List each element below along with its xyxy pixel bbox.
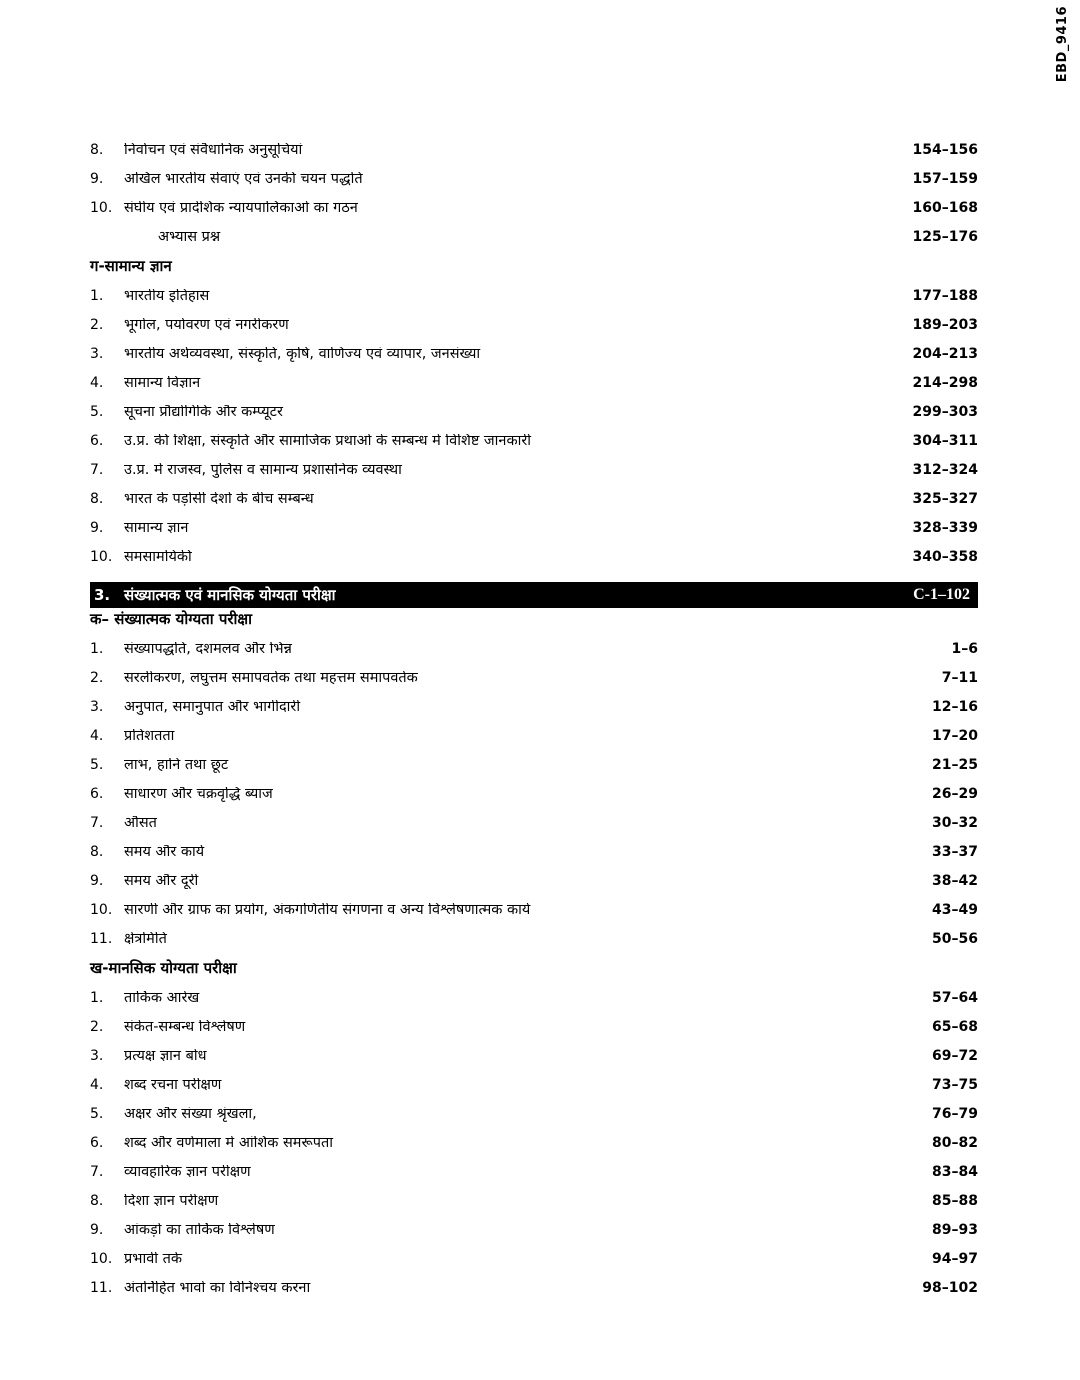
toc-entry-title: अखिल भारतीय सेवाएं एवं उनकी चयन पद्धति bbox=[124, 172, 363, 187]
toc-entry-title: लाभ, हानि तथा छूट bbox=[124, 758, 229, 773]
toc-entry-title: साधारण और चक्रवृद्धि ब्याज bbox=[124, 787, 273, 802]
toc-entry-pages: 33–37 bbox=[932, 844, 978, 860]
toc-entry-number: 10. bbox=[90, 1251, 113, 1267]
toc-entry-pages: 50–56 bbox=[932, 931, 978, 947]
toc-entry-title: उ.प्र. में राजस्व, पुलिस व सामान्य प्रशासनिक व्यवस्था bbox=[124, 463, 402, 478]
toc-entry-title: दिशा ज्ञान परीक्षण bbox=[124, 1194, 219, 1209]
toc-entry-pages: 57–64 bbox=[932, 990, 978, 1006]
toc-entry-row[interactable] bbox=[90, 1078, 978, 1107]
toc-entry-row[interactable] bbox=[90, 758, 978, 787]
toc-entry-row[interactable] bbox=[90, 492, 978, 521]
toc-entry-row[interactable] bbox=[90, 991, 978, 1020]
toc-chapter-bar[interactable] bbox=[90, 582, 978, 608]
toc-entry-row[interactable] bbox=[90, 1165, 978, 1194]
toc-entry-pages: 304–311 bbox=[912, 433, 978, 449]
toc-entry-pages: 21–25 bbox=[932, 757, 978, 773]
toc-entry-row[interactable] bbox=[90, 787, 978, 816]
toc-entry-pages: 340–358 bbox=[912, 549, 978, 565]
toc-entry-row[interactable] bbox=[90, 434, 978, 463]
toc-entry-number: 8. bbox=[90, 142, 104, 158]
toc-entry-pages: 177–188 bbox=[912, 288, 978, 304]
toc-entry-row[interactable] bbox=[90, 1136, 978, 1165]
toc-entry-title: समसामयिकी bbox=[124, 550, 192, 565]
toc-entry-number: 7. bbox=[90, 462, 104, 478]
toc-entry-number: 6. bbox=[90, 1135, 104, 1151]
toc-entry-number: 4. bbox=[90, 728, 104, 744]
toc-entry-number: 10. bbox=[90, 902, 113, 918]
toc-entry-number: 9. bbox=[90, 171, 104, 187]
toc-entry-number: 7. bbox=[90, 1164, 104, 1180]
toc-entry-row[interactable] bbox=[90, 729, 978, 758]
toc-entry-number: 9. bbox=[90, 1222, 104, 1238]
toc-entry-title: भारतीय अर्थव्यवस्था, संस्कृति, कृषि, वाणिज्य एवं व्यापार, जनसंख्या bbox=[124, 347, 481, 362]
toc-entry-number: 8. bbox=[90, 1193, 104, 1209]
toc-entry-pages: 43–49 bbox=[932, 902, 978, 918]
toc-entry-pages: 12–16 bbox=[932, 699, 978, 715]
toc-entry-row[interactable] bbox=[90, 318, 978, 347]
toc-entry-number: 7. bbox=[90, 815, 104, 831]
toc-entry-pages: 26–29 bbox=[932, 786, 978, 802]
toc-entry-title: निर्वाचन एवं संवैधानिक अनुसूचियां bbox=[124, 143, 303, 158]
toc-entry-pages: 76–79 bbox=[932, 1106, 978, 1122]
toc-entry-pages: 1–6 bbox=[951, 641, 978, 657]
toc-entry-row[interactable] bbox=[90, 463, 978, 492]
toc-entry-row[interactable] bbox=[90, 376, 978, 405]
toc-entry-row[interactable] bbox=[90, 1107, 978, 1136]
toc-entry-pages: 299–303 bbox=[912, 404, 978, 420]
toc-entry-number: 2. bbox=[90, 317, 104, 333]
toc-entry-number: 4. bbox=[90, 375, 104, 391]
toc-entry-number: 3. bbox=[90, 699, 104, 715]
toc-entry-pages: 98–102 bbox=[922, 1280, 978, 1296]
toc-entry-row[interactable] bbox=[90, 932, 978, 961]
toc-entry-row[interactable] bbox=[90, 1020, 978, 1049]
toc-entry-number: 6. bbox=[90, 786, 104, 802]
toc-section-heading bbox=[90, 612, 978, 642]
toc-chapter-number: 3. bbox=[94, 586, 111, 604]
toc-entry-row[interactable] bbox=[90, 550, 978, 579]
side-edge-code: EBD_9416 bbox=[1055, 6, 1070, 83]
toc-entry-title: प्रतिशतता bbox=[124, 729, 175, 744]
toc-entry-number: 2. bbox=[90, 670, 104, 686]
toc-entry-row[interactable] bbox=[90, 903, 978, 932]
toc-entry-number: 3. bbox=[90, 1048, 104, 1064]
toc-subentry-row[interactable] bbox=[90, 230, 978, 259]
toc-entry-pages: 328–339 bbox=[912, 520, 978, 536]
toc-entry-title: सरलीकरण, लघुत्तम समापवर्तक तथा महत्तम समापवर्तक bbox=[124, 671, 418, 686]
toc-entry-pages: 157–159 bbox=[912, 171, 978, 187]
toc-entry-number: 10. bbox=[90, 200, 113, 216]
toc-entry-row[interactable] bbox=[90, 642, 978, 671]
toc-section-heading bbox=[90, 259, 978, 289]
toc-entry-number: 11. bbox=[90, 931, 113, 947]
toc-entry-row[interactable] bbox=[90, 405, 978, 434]
toc-entry-number: 5. bbox=[90, 757, 104, 773]
toc-entry-row[interactable] bbox=[90, 1223, 978, 1252]
toc-entry-title: शब्द और वर्णमाला में आंशिक समरूपता bbox=[124, 1136, 333, 1151]
toc-section-heading-label: ख-मानसिक योग्यता परीक्षा bbox=[90, 959, 237, 977]
toc-entry-pages: 214–298 bbox=[912, 375, 978, 391]
toc-entry-pages: 125–176 bbox=[912, 229, 978, 245]
toc-entry-row[interactable] bbox=[90, 143, 978, 172]
toc-section-heading bbox=[90, 961, 978, 991]
toc-entry-number: 5. bbox=[90, 1106, 104, 1122]
toc-entry-title: अनुपात, समानुपात और भागीदारी bbox=[124, 700, 301, 715]
toc-entry-number: 4. bbox=[90, 1077, 104, 1093]
toc-entry-row[interactable] bbox=[90, 700, 978, 729]
toc-entry-pages: 80–82 bbox=[932, 1135, 978, 1151]
toc-entry-number: 1. bbox=[90, 288, 104, 304]
toc-entry-row[interactable] bbox=[90, 201, 978, 230]
toc-entry-pages: 17–20 bbox=[932, 728, 978, 744]
toc-entry-title: प्रभावी तर्क bbox=[124, 1252, 183, 1267]
toc-entry-number: 8. bbox=[90, 491, 104, 507]
toc-entry-title: अंतर्निहित भावों का विनिश्चय करना bbox=[124, 1281, 311, 1296]
toc-entry-title: भूगोल, पर्यावरण एवं नगरीकरण bbox=[124, 318, 289, 333]
toc-entry-row[interactable] bbox=[90, 1194, 978, 1223]
toc-entry-pages: 38–42 bbox=[932, 873, 978, 889]
toc-entry-row[interactable] bbox=[90, 1281, 978, 1310]
toc-entry-row[interactable] bbox=[90, 1049, 978, 1078]
toc-entry-number: 9. bbox=[90, 873, 104, 889]
toc-chapter-title: संख्यात्मक एवं मानसिक योग्यता परीक्षा bbox=[124, 586, 336, 604]
table-of-contents bbox=[90, 143, 978, 1310]
toc-entry-pages: 189–203 bbox=[912, 317, 978, 333]
toc-entry-number: 11. bbox=[90, 1280, 113, 1296]
toc-entry-row[interactable] bbox=[90, 289, 978, 318]
toc-entry-title: उ.प्र. की शिक्षा, संस्कृति और सामाजिक प्रथाओं के सम्बन्ध में विशिष्ट जानकारी bbox=[124, 434, 532, 449]
toc-entry-title: अक्षर और संख्या श्रृंखला, bbox=[124, 1107, 257, 1122]
toc-entry-pages: 30–32 bbox=[932, 815, 978, 831]
toc-entry-pages: 312–324 bbox=[912, 462, 978, 478]
toc-entry-pages: 325–327 bbox=[912, 491, 978, 507]
toc-entry-pages: 7–11 bbox=[941, 670, 978, 686]
toc-entry-number: 10. bbox=[90, 549, 113, 565]
toc-entry-title: समय और कार्य bbox=[124, 845, 205, 860]
toc-entry-row[interactable] bbox=[90, 845, 978, 874]
toc-entry-row[interactable] bbox=[90, 874, 978, 903]
toc-entry-pages: 65–68 bbox=[932, 1019, 978, 1035]
toc-section-heading-label: ग-सामान्य ज्ञान bbox=[90, 257, 172, 275]
toc-entry-number: 9. bbox=[90, 520, 104, 536]
toc-entry-title: अभ्यास प्रश्न bbox=[158, 230, 221, 245]
toc-entry-number: 1. bbox=[90, 990, 104, 1006]
toc-entry-pages: 204–213 bbox=[912, 346, 978, 362]
toc-entry-number: 5. bbox=[90, 404, 104, 420]
toc-entry-pages: 154–156 bbox=[912, 142, 978, 158]
toc-entry-title: आंकड़ों का तार्किक विश्लेषण bbox=[124, 1223, 275, 1238]
toc-entry-title: सारणी और ग्राफ का प्रयोग, अंकगणितीय संगणना व अन्य विश्लेषणात्मक कार्य bbox=[124, 903, 531, 918]
toc-entry-pages: 85–88 bbox=[932, 1193, 978, 1209]
toc-entry-pages: 83–84 bbox=[932, 1164, 978, 1180]
toc-entry-title: संख्यापद्धति, दशमलव और भिन्न bbox=[124, 642, 292, 657]
toc-entry-title: शब्द रचना परीक्षण bbox=[124, 1078, 222, 1093]
toc-entry-title: औसत bbox=[124, 816, 157, 831]
toc-entry-pages: 73–75 bbox=[932, 1077, 978, 1093]
toc-entry-pages: 94–97 bbox=[932, 1251, 978, 1267]
toc-entry-row[interactable] bbox=[90, 816, 978, 845]
toc-entry-pages: 160–168 bbox=[912, 200, 978, 216]
toc-entry-pages: 69–72 bbox=[932, 1048, 978, 1064]
toc-entry-title: तार्किक आरेख bbox=[124, 991, 200, 1006]
toc-entry-row[interactable] bbox=[90, 671, 978, 700]
toc-entry-title: भारत के पड़ोसी देशों के बीच सम्बन्ध bbox=[124, 492, 314, 507]
toc-entry-title: सूचना प्रौद्योगिकि और कम्प्यूटर bbox=[124, 405, 283, 420]
toc-chapter-pages: C-1–102 bbox=[913, 586, 970, 603]
toc-entry-title: क्षेत्रमिति bbox=[124, 932, 167, 947]
toc-entry-title: सामान्य ज्ञान bbox=[124, 521, 189, 536]
toc-entry-row[interactable] bbox=[90, 172, 978, 201]
toc-entry-title: प्रत्यक्ष ज्ञान बोध bbox=[124, 1049, 207, 1064]
toc-section-heading-label: क– संख्यात्मक योग्यता परीक्षा bbox=[90, 610, 253, 628]
toc-entry-title: व्यावहारिक ज्ञान परीक्षण bbox=[124, 1165, 251, 1180]
toc-entry-title: समय और दूरी bbox=[124, 874, 199, 889]
toc-entry-number: 6. bbox=[90, 433, 104, 449]
toc-entry-row[interactable] bbox=[90, 521, 978, 550]
toc-entry-row[interactable] bbox=[90, 347, 978, 376]
toc-entry-number: 1. bbox=[90, 641, 104, 657]
toc-entry-row[interactable] bbox=[90, 1252, 978, 1281]
toc-entry-title: भारतीय इतिहास bbox=[124, 289, 210, 304]
toc-entry-pages: 89–93 bbox=[932, 1222, 978, 1238]
toc-entry-title: संघीय एवं प्रादेशिक न्यायपालिकाओं का गठन bbox=[124, 201, 358, 216]
toc-entry-number: 2. bbox=[90, 1019, 104, 1035]
toc-entry-number: 3. bbox=[90, 346, 104, 362]
toc-entry-number: 8. bbox=[90, 844, 104, 860]
toc-entry-title: संकेत-सम्बन्ध विश्लेषण bbox=[124, 1020, 246, 1035]
toc-entry-title: सामान्य विज्ञान bbox=[124, 376, 201, 391]
